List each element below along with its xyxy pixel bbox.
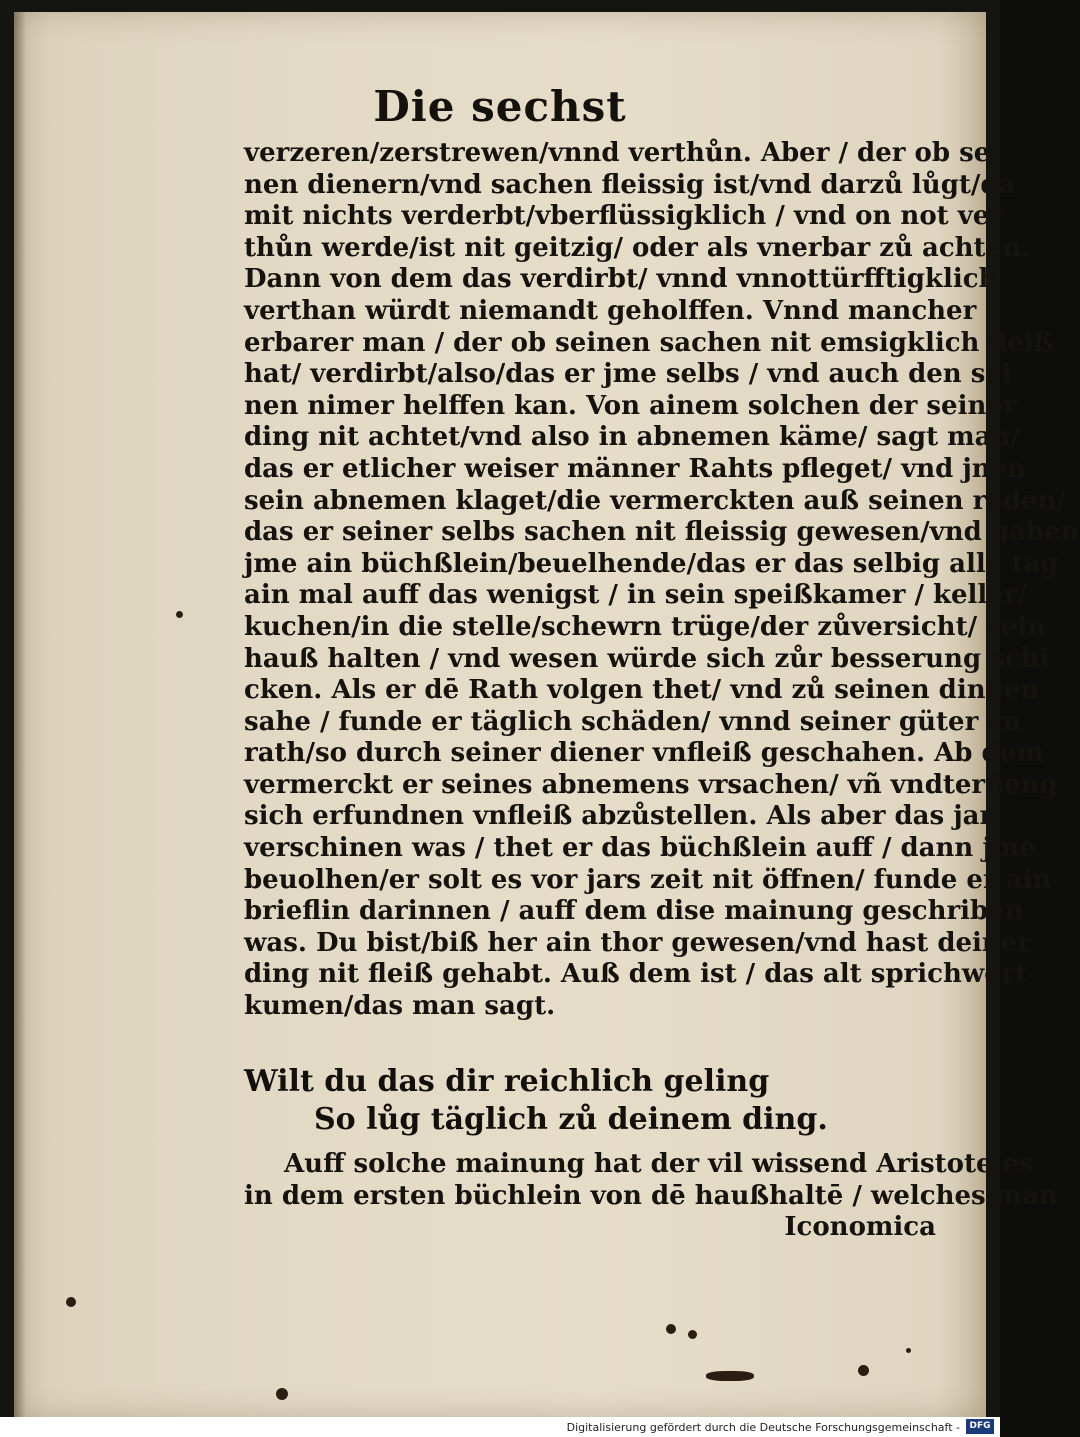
ink-spot xyxy=(688,1330,697,1339)
text-line: sahe / funde er täglich schäden/ vnnd seiner güter vn xyxy=(244,706,1022,737)
main-paragraph xyxy=(244,138,1080,1023)
second-paragraph xyxy=(244,1148,1058,1212)
verse-line-2: So lůg täglich zů deinem ding. xyxy=(314,1102,828,1137)
ink-spot xyxy=(666,1324,676,1334)
verse-line-1: Wilt du das dir reichlich geling xyxy=(244,1064,770,1099)
page-gutter-shadow xyxy=(14,12,26,1417)
text-line: Auff solche mainung hat der vil wissend Aristoteles xyxy=(284,1149,1034,1179)
text-line: rath/so durch seiner diener vnfleiß geschahen. Ab dem xyxy=(244,738,1044,769)
ink-spot xyxy=(858,1365,869,1376)
text-line: verthan würdt niemandt geholffen. Vnnd mancher xyxy=(244,295,977,326)
catchword: Iconomica xyxy=(784,1212,936,1242)
text-line: Dann von dem das verdirbt/ vnnd vnnottürfftigklich xyxy=(244,264,998,295)
text-line: was. Du bist/biß her ain thor gewesen/vnd hast deiner xyxy=(244,927,1032,958)
ink-spot xyxy=(276,1388,288,1400)
dfg-logo: DFG xyxy=(966,1419,994,1434)
text-line: vermerckt er seines abnemens vrsachen/ vñ vndterfieng xyxy=(244,769,1058,800)
text-line: nen dienern/vnd sachen fleissig ist/vnd darzů lůgt/da xyxy=(244,169,1016,200)
text-line: erbarer man / der ob seinen sachen nit emsigklich fleiß xyxy=(244,327,1054,358)
text-line: das er seiner selbs sachen nit fleissig gewesen/vnd gaben xyxy=(244,517,1080,548)
text-line: sein abnemen klaget/die vermerckten auß seinen reden/ xyxy=(244,485,1066,516)
text-line: kumen/das man sagt. xyxy=(244,991,556,1022)
text-line: sich erfundnen vnfleiß abzůstellen. Als aber das jar xyxy=(244,801,994,832)
text-line: das er etlicher weiser männer Rahts pfleget/ vnd jnen xyxy=(244,453,1027,484)
ink-spot xyxy=(906,1348,911,1353)
ink-spot xyxy=(66,1297,76,1307)
text-line: hauß halten / vnd wesen würde sich zůr besserung schi xyxy=(244,643,1050,674)
funding-notice: Digitalisierung gefördert durch die Deutsche Forschungsgemeinschaft - xyxy=(566,1421,960,1434)
text-line: ding nit achtet/vnd also in abnemen käme/ sagt man/ xyxy=(244,422,1020,453)
text-line: nen nimer helffen kan. Von ainem solchen der seiner xyxy=(244,390,1017,421)
text-line: hat/ verdirbt/also/das er jme selbs / vnd auch den sei xyxy=(244,359,1012,390)
text-line: verschinen was / thet er das büchßlein auff / dann jme xyxy=(244,833,1036,864)
text-line: jme ain büchßlein/beuelhende/das er das selbig alle tag xyxy=(244,548,1059,579)
text-line: ding nit fleiß gehabt. Auß dem ist / das alt sprichwort xyxy=(244,959,1028,990)
text-line: verzeren/zerstrewen/vnnd verthůn. Aber / der ob sei xyxy=(244,138,1001,168)
text-line: ain mal auff das wenigst / in sein speißkamer / keller/ xyxy=(244,580,1028,611)
text-line: thůn werde/ist nit geitzig/ oder als vnerbar zů achten. xyxy=(244,232,1031,263)
text-line: in dem ersten büchlein von dē haußhaltē / welches man xyxy=(244,1181,1058,1211)
ink-spot xyxy=(176,611,183,618)
text-line: beuolhen/er solt es vor jars zeit nit öffnen/ funde er ain xyxy=(244,864,1052,895)
text-line: mit nichts verderbt/vberflüssigklich / vnd on not ver xyxy=(244,201,1004,232)
text-line: kuchen/in die stelle/schewrn trüge/der zůversicht/ sein xyxy=(244,611,1047,642)
text-line: cken. Als er dē Rath volgen thet/ vnd zů seinen dingen xyxy=(244,675,1040,706)
ink-spot xyxy=(706,1371,754,1381)
text-line: brieflin darinnen / auff dem dise mainung geschriben xyxy=(244,896,1024,927)
running-head: Die sechst xyxy=(373,82,627,131)
